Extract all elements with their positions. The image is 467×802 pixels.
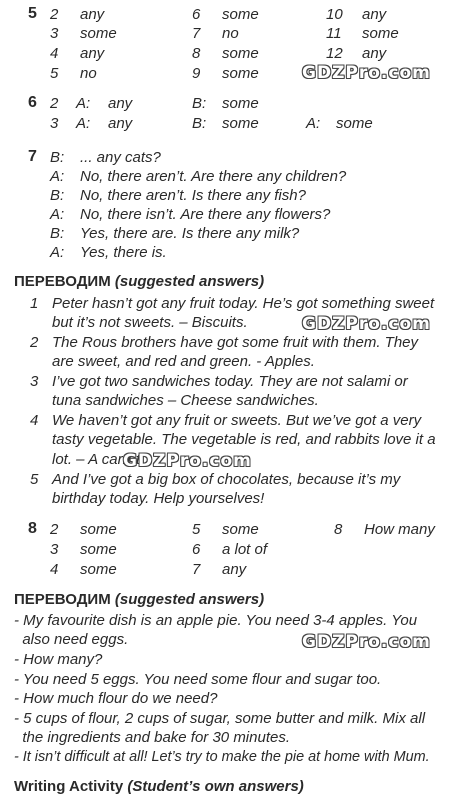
dialogue-line: Yes, there are. Is there any milk? bbox=[80, 225, 300, 242]
dialogue-line: - You need 5 eggs. You need some flour and sugar too. bbox=[14, 671, 382, 688]
answer-line: tuna sandwiches – Cheese sandwiches. bbox=[52, 392, 319, 409]
answer: some bbox=[222, 95, 259, 112]
item-number: 5 bbox=[30, 471, 39, 488]
speaker: B: bbox=[192, 115, 207, 132]
item-number: 5 bbox=[192, 521, 201, 538]
item-number: 3 bbox=[50, 541, 59, 558]
speaker: A: bbox=[50, 168, 65, 185]
dialogue-line: Yes, there is. bbox=[80, 244, 167, 261]
speaker: B: bbox=[50, 187, 65, 204]
answer-line: The Rous brothers have got some fruit with them. They bbox=[52, 334, 418, 351]
answer-line: lot. – A carrot. bbox=[52, 451, 145, 468]
item-number: 6 bbox=[192, 6, 201, 23]
answer: a lot of bbox=[222, 541, 268, 558]
dialogue-line: - My favourite dish is an apple pie. You need 3-4 apples. You bbox=[14, 612, 418, 629]
item-number: 7 bbox=[192, 561, 201, 578]
item-number: 8 bbox=[192, 45, 201, 62]
answer: some bbox=[80, 25, 117, 42]
section-heading: ПЕРЕВОДИМ (suggested answers) bbox=[14, 591, 265, 608]
exercise-number: 6 bbox=[28, 94, 37, 111]
item-number: 4 bbox=[50, 45, 59, 62]
section-heading: ПЕРЕВОДИМ (suggested answers) bbox=[14, 273, 265, 290]
answer: How many bbox=[364, 521, 435, 538]
answer: some bbox=[222, 65, 259, 82]
writing-activity-heading: Writing Activity (Student’s own answers) bbox=[14, 778, 304, 795]
answer-line: tasty vegetable. The vegetable is red, and rabbits love it a bbox=[52, 431, 436, 448]
item-number: 4 bbox=[30, 412, 39, 429]
item-number: 11 bbox=[326, 25, 342, 42]
answer-line: And I’ve got a big box of chocolates, because it’s my bbox=[52, 471, 401, 488]
answer: any bbox=[108, 115, 133, 132]
answer: some bbox=[80, 521, 117, 538]
answer: any bbox=[222, 561, 247, 578]
answer: any bbox=[362, 45, 387, 62]
answer-line: but it’s not sweets. – Biscuits. bbox=[52, 314, 248, 331]
item-number: 3 bbox=[30, 373, 39, 390]
answer: some bbox=[80, 561, 117, 578]
answer-line: We haven’t got any fruit or sweets. But we’ve got a very bbox=[52, 412, 422, 429]
answer: some bbox=[336, 115, 373, 132]
dialogue-line: - How many? bbox=[14, 651, 103, 668]
answer: any bbox=[80, 45, 105, 62]
item-number: 6 bbox=[192, 541, 201, 558]
dialogue-line: No, there aren’t. Is there any fish? bbox=[80, 187, 306, 204]
item-number: 12 bbox=[326, 45, 343, 62]
answer: any bbox=[80, 6, 105, 23]
item-number: 3 bbox=[50, 115, 59, 132]
item-number: 10 bbox=[326, 6, 343, 23]
answer: some bbox=[80, 541, 117, 558]
speaker: A: bbox=[76, 115, 91, 132]
item-number: 5 bbox=[50, 65, 59, 82]
item-number: 8 bbox=[334, 521, 343, 538]
item-number: 3 bbox=[50, 25, 59, 42]
exercise-number: 5 bbox=[28, 5, 37, 22]
dialogue-line: - It isn’t difficult at all! Let’s try to make the pie at home with Mum. bbox=[14, 749, 430, 765]
speaker: A: bbox=[76, 95, 91, 112]
dialogue-line: No, there aren’t. Are there any children? bbox=[80, 168, 347, 185]
answer-line: I’ve got two sandwiches today. They are not salami or bbox=[52, 373, 408, 390]
dialogue-line: ... any cats? bbox=[80, 149, 161, 166]
answer: no bbox=[222, 25, 239, 42]
item-number: 1 bbox=[30, 295, 39, 312]
item-number: 7 bbox=[192, 25, 201, 42]
dialogue-line: - How much flour do we need? bbox=[14, 690, 218, 707]
answer-line: birthday today. Help yourselves! bbox=[52, 490, 265, 507]
speaker: A: bbox=[306, 115, 321, 132]
answer: some bbox=[222, 6, 259, 23]
answer: some bbox=[222, 115, 259, 132]
exercise-number: 7 bbox=[28, 148, 37, 165]
item-number: 2 bbox=[50, 95, 59, 112]
speaker: B: bbox=[50, 149, 65, 166]
exercise-number: 8 bbox=[28, 520, 37, 537]
item-number: 2 bbox=[30, 334, 39, 351]
answer: some bbox=[222, 521, 259, 538]
item-number: 2 bbox=[50, 521, 59, 538]
item-number: 4 bbox=[50, 561, 59, 578]
item-number: 2 bbox=[50, 6, 59, 23]
answer: any bbox=[362, 6, 387, 23]
watermark: GDZPro.com bbox=[302, 314, 431, 334]
answer-line: Peter hasn’t got any fruit today. He’s got something sweet bbox=[52, 295, 435, 312]
watermark: GDZPro.com bbox=[302, 63, 431, 83]
speaker: A: bbox=[50, 244, 65, 261]
item-number: 9 bbox=[192, 65, 201, 82]
answer: any bbox=[108, 95, 133, 112]
answer: no bbox=[80, 65, 97, 82]
dialogue-line: also need eggs. bbox=[14, 631, 129, 648]
watermark: GDZPro.com bbox=[123, 451, 252, 471]
dialogue-line: - 5 cups of flour, 2 cups of sugar, some butter and milk. Mix all bbox=[14, 710, 426, 727]
speaker: B: bbox=[50, 225, 65, 242]
answer: some bbox=[222, 45, 259, 62]
speaker: A: bbox=[50, 206, 65, 223]
answer-line: are sweet, and red and green. - Apples. bbox=[52, 353, 315, 370]
dialogue-line: the ingredients and bake for 30 minutes. bbox=[14, 729, 291, 746]
dialogue-line: No, there isn’t. Are there any flowers? bbox=[80, 206, 331, 223]
speaker: B: bbox=[192, 95, 207, 112]
watermark: GDZPro.com bbox=[302, 632, 431, 652]
answer: some bbox=[362, 25, 399, 42]
